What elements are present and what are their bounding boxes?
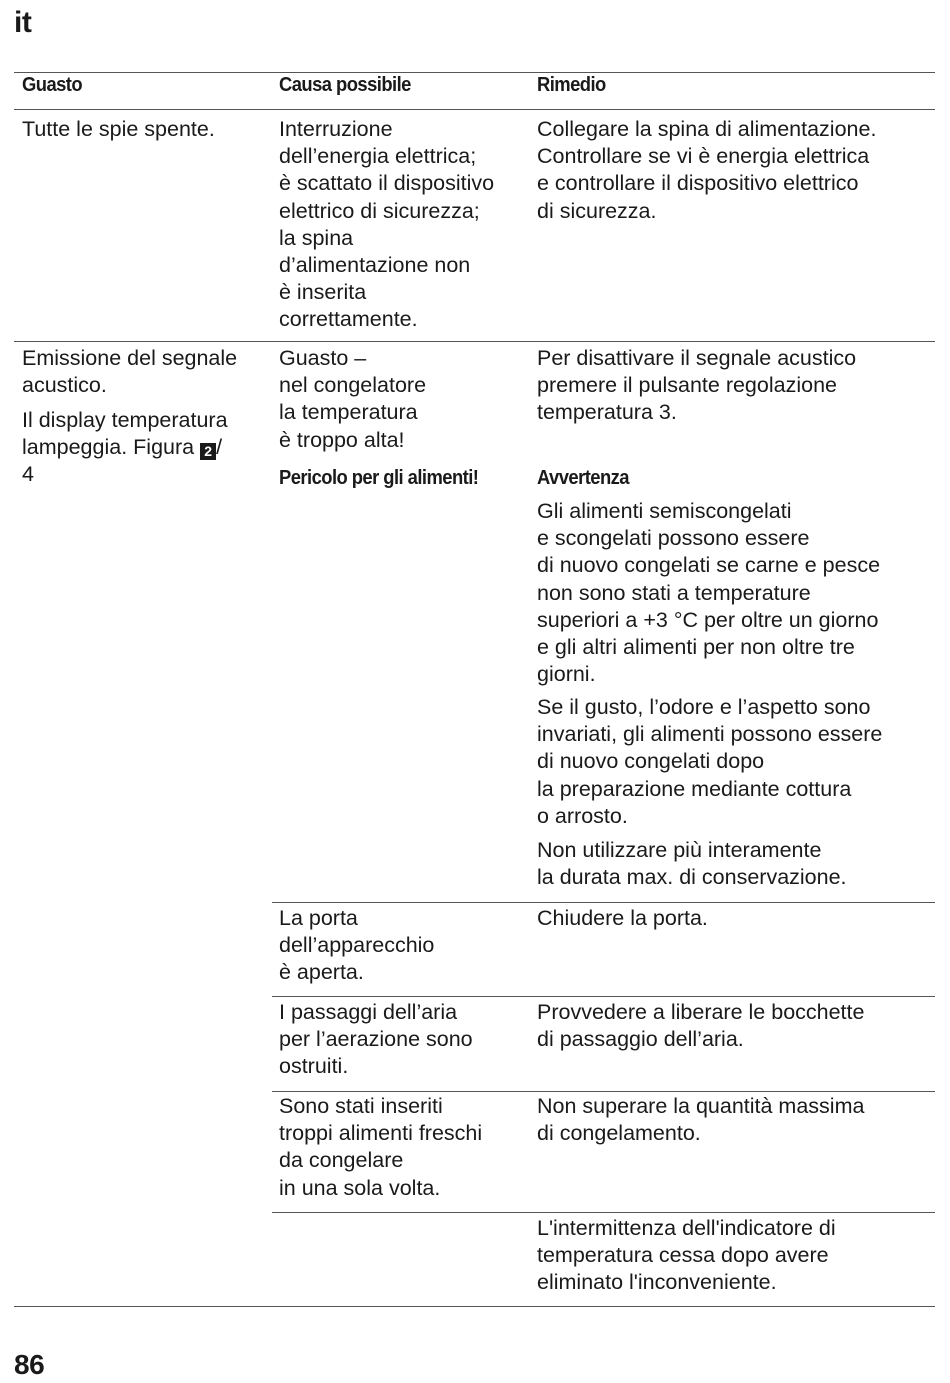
text-line: la spina [279, 225, 354, 250]
text-line: Guasto – [279, 346, 367, 370]
text-line: 4 [22, 462, 34, 487]
text-line: premere il pulsante regolazione [537, 373, 837, 398]
sub2-rule [272, 996, 935, 997]
text-line: elettrico di sicurezza; [279, 198, 480, 223]
text-line: dell’energia elettrica; [279, 144, 477, 169]
text-line: Il display temperatura [22, 408, 228, 432]
figure-number-badge: 2 [200, 443, 216, 460]
text-line: troppi alimenti freschi [279, 1121, 483, 1146]
text-line: I passaggi dell’aria [279, 1000, 458, 1024]
text-line: di passaggio dell’aria. [537, 1027, 744, 1052]
text-line: Se il gusto, l’odore e l’aspetto sono [537, 695, 871, 719]
text-line: correttamente. [279, 307, 418, 332]
text-line: la temperatura [279, 400, 418, 425]
sub4-cause [279, 1093, 482, 1202]
text-line: acustico. [22, 373, 107, 398]
warning-paragraph-3 [537, 837, 847, 891]
row1-cause [279, 116, 494, 334]
text-line: è aperta. [279, 960, 364, 985]
text-line: L'intermittenza dell'indicatore di [537, 1216, 836, 1240]
row1-rule [14, 341, 935, 342]
warning-paragraph-1 [537, 498, 880, 688]
text-line: eliminato l'inconveniente. [537, 1270, 777, 1295]
row2-fault-b [22, 407, 228, 489]
text-line: e controllare il dispositivo elettrico [537, 171, 859, 196]
text-fragment: lampeggia. Figura [22, 435, 195, 460]
text-line: di sicurezza. [537, 198, 657, 223]
header-rule [14, 109, 935, 110]
sub4-remedy [537, 1093, 864, 1147]
text-line: Provvedere a liberare le bocchette [537, 1000, 865, 1024]
text-line: temperatura cessa dopo avere [537, 1243, 829, 1268]
table-bottom-rule [14, 1306, 935, 1307]
sub2-remedy [537, 905, 708, 932]
row1-remedy [537, 116, 876, 225]
table-top-rule [14, 72, 935, 73]
text-line: Gli alimenti semiscongelati [537, 499, 792, 523]
text-line: Non superare la quantità massima [537, 1094, 865, 1118]
text-line: non sono stati a temperature [537, 580, 811, 605]
text-line: Sono stati inseriti [279, 1094, 443, 1118]
sub5-remedy [537, 1215, 836, 1297]
sub1-rule [272, 902, 935, 903]
language-label: it [14, 6, 32, 39]
warning-label: Avvertenza [537, 467, 629, 489]
text-line: è troppo alta! [279, 427, 405, 452]
text-line: e gli altri alimenti per non oltre tre [537, 635, 855, 660]
header-fault: Guasto [22, 74, 83, 96]
sub3-rule [272, 1091, 935, 1092]
text-line: Collegare la spina di alimentazione. [537, 117, 877, 141]
text-line: di nuovo congelati dopo [537, 749, 765, 774]
header-remedy: Rimedio [537, 74, 606, 96]
text-line: di nuovo congelati se carne e pesce [537, 553, 881, 578]
text-line: da congelare [279, 1148, 404, 1173]
sub3-remedy [537, 999, 864, 1053]
text-line: dell’apparecchio [279, 933, 435, 958]
header-cause: Causa possibile [279, 74, 411, 96]
text-line: e scongelati possono essere [537, 526, 810, 551]
page-number: 86 [14, 1349, 45, 1380]
text-line [22, 434, 228, 461]
text-line: ostruiti. [279, 1054, 349, 1079]
text-line: per l’aerazione sono [279, 1027, 473, 1052]
text-line: è scattato il dispositivo [279, 171, 495, 196]
text-line: o arrosto. [537, 803, 628, 828]
text-line: nel congelatore [279, 373, 427, 398]
sub1-remedy [537, 345, 856, 427]
text-line: la durata max. di conservazione. [537, 865, 847, 890]
text-line: in una sola volta. [279, 1175, 441, 1200]
sub3-cause [279, 999, 473, 1081]
sub2-cause [279, 905, 434, 987]
text-line: Interruzione [279, 117, 393, 141]
text-line: Emissione del segnale [22, 346, 238, 370]
food-danger-label: Pericolo per gli alimenti! [279, 467, 479, 489]
text-line: la preparazione mediante cottura [537, 776, 852, 801]
warning-paragraph-2 [537, 694, 882, 830]
text-line: temperatura 3. [537, 400, 677, 425]
sub4-rule [272, 1212, 935, 1213]
text-line: giorni. [537, 662, 596, 687]
text-line: Per disattivare il segnale acustico [537, 346, 857, 370]
sub1-cause [279, 345, 426, 454]
text-line: di congelamento. [537, 1121, 701, 1146]
row1-fault: Tutte le spie spente. [22, 117, 215, 141]
text-line: Chiudere la porta. [537, 906, 708, 930]
text-line: invariati, gli alimenti possono essere [537, 722, 883, 747]
text-line: La porta [279, 906, 358, 930]
text-line: è inserita [279, 280, 367, 305]
text-line: d’alimentazione non [279, 253, 471, 278]
text-line: superiori a +3 °C per oltre un giorno [537, 607, 879, 632]
row2-fault-a [22, 345, 237, 399]
text-line: Non utilizzare più interamente [537, 838, 822, 862]
text-line: Controllare se vi è energia elettrica [537, 144, 870, 169]
text-fragment: / [216, 435, 223, 460]
